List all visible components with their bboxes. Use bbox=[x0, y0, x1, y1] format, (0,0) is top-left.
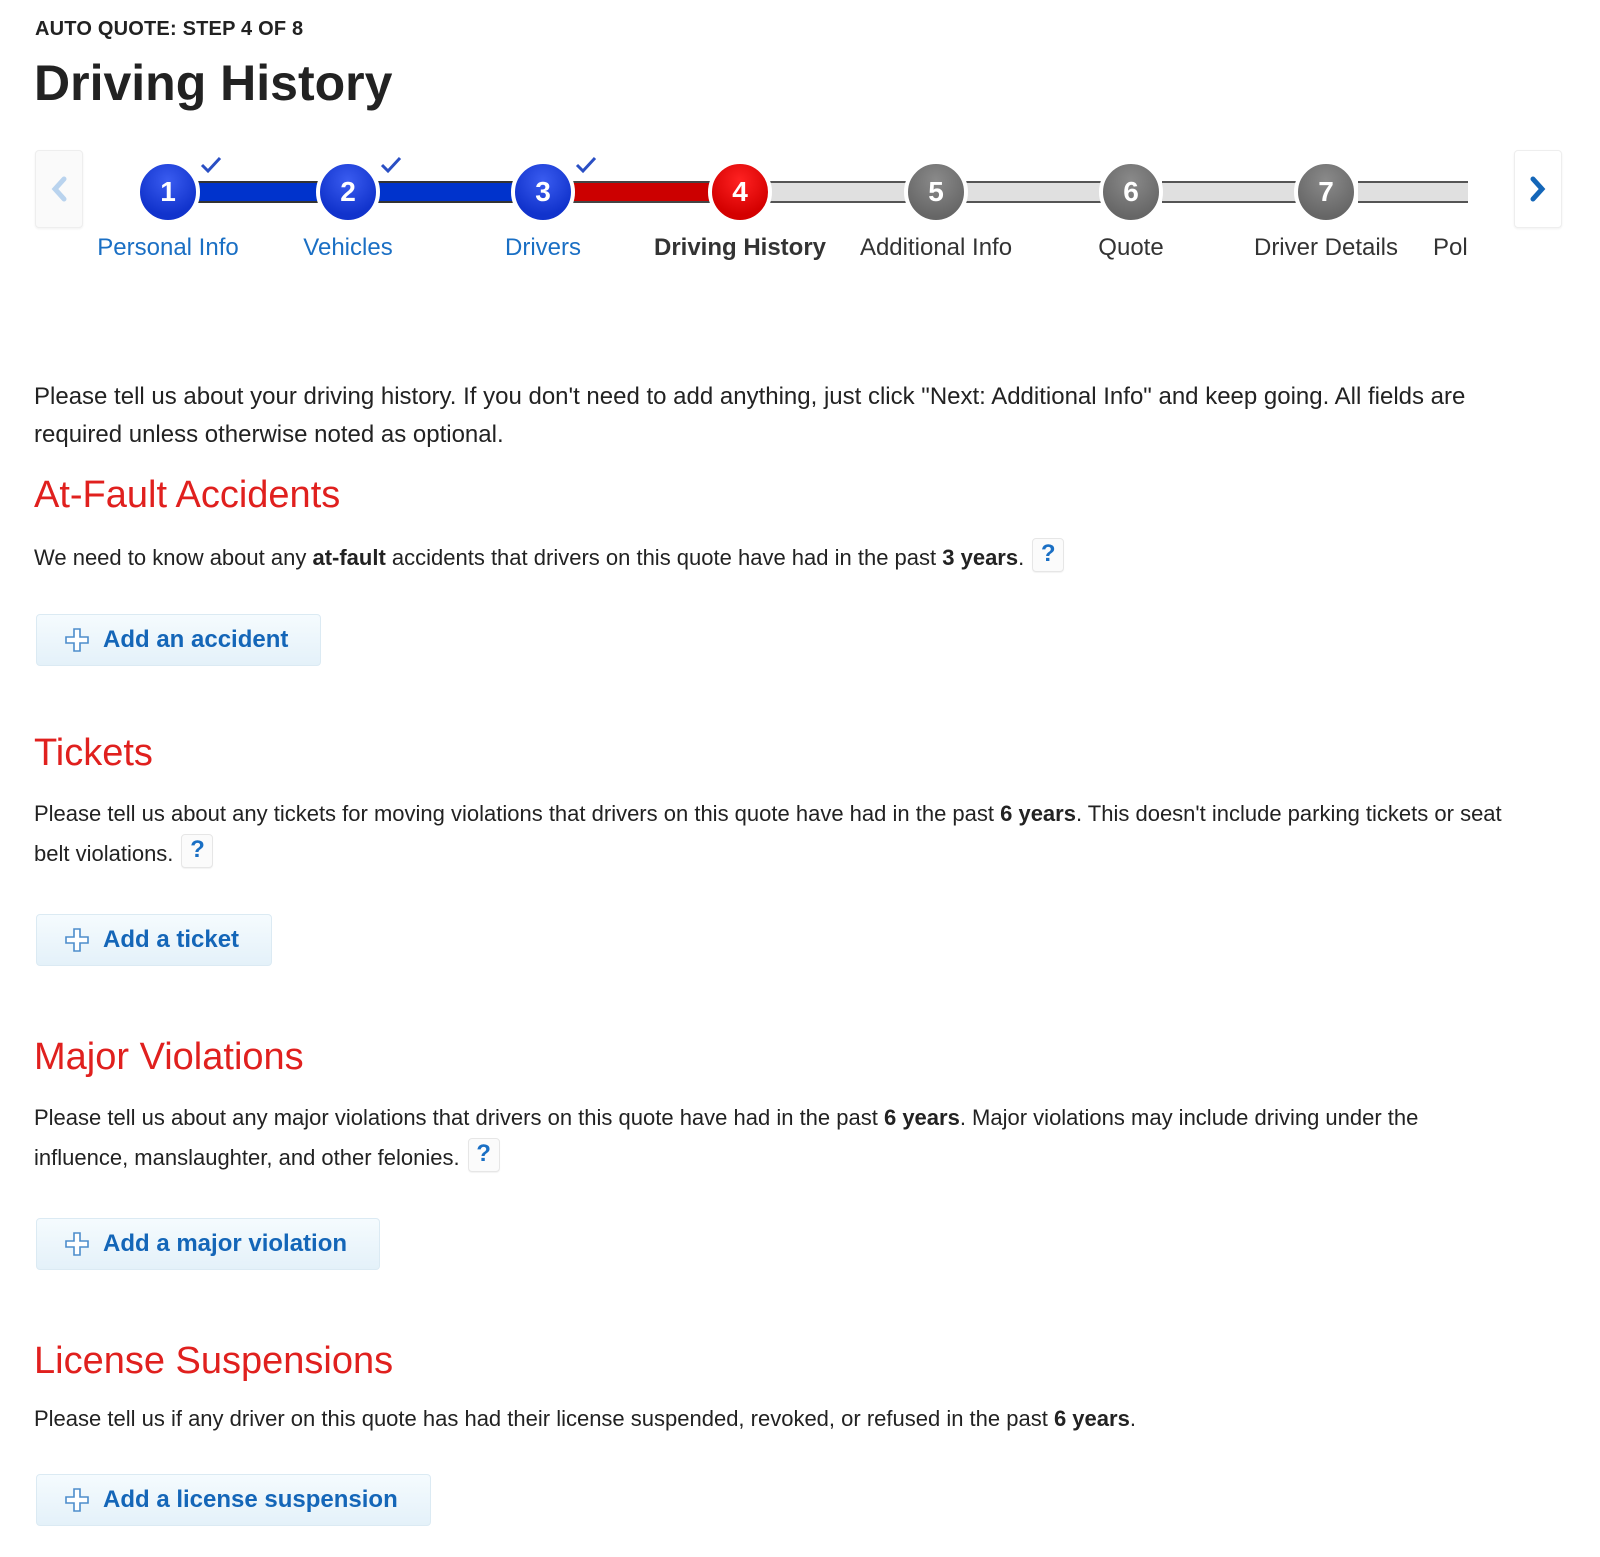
step-label-driver-details: Driver Details bbox=[1253, 234, 1399, 261]
help-icon[interactable]: ? bbox=[468, 1138, 500, 1172]
section-title-tickets: Tickets bbox=[34, 732, 153, 774]
progress-stepper bbox=[0, 148, 1600, 278]
step-link-personal-info[interactable]: Personal Info bbox=[97, 234, 239, 261]
checkmark-icon bbox=[200, 156, 222, 174]
step-6-circle bbox=[1099, 160, 1163, 224]
section-text-accidents bbox=[34, 538, 1514, 578]
step-number: 3 bbox=[535, 176, 551, 207]
track-7-8 bbox=[1358, 181, 1478, 203]
step-4-circle bbox=[708, 160, 772, 224]
chevron-right-icon bbox=[1527, 174, 1549, 204]
text: . bbox=[1129, 1406, 1136, 1431]
step-number: 7 bbox=[1318, 176, 1334, 207]
step-number: 5 bbox=[928, 176, 944, 207]
emphasis: 6 years bbox=[1000, 801, 1076, 826]
intro-text: Please tell us about your driving history. If you don't need to add anything, just click "Next: Additional Info" and keep going. All fields are required unless otherwise noted as optional. bbox=[34, 383, 1466, 448]
step-link-drivers[interactable]: Drivers bbox=[505, 234, 581, 261]
stepper-next-button[interactable] bbox=[1514, 150, 1562, 228]
section-text-major-violations bbox=[34, 1098, 1514, 1178]
text: Please tell us if any driver on this quote has had their license suspended, revoked, or refused in the past bbox=[34, 1406, 1054, 1431]
plus-icon bbox=[65, 628, 89, 652]
text: accidents that drivers on this quote have had in the past bbox=[385, 545, 943, 570]
step-1-circle[interactable] bbox=[136, 160, 200, 224]
help-icon[interactable]: ? bbox=[181, 834, 213, 868]
step-label-policy: Pol bbox=[1433, 234, 1468, 261]
plus-icon bbox=[65, 1232, 89, 1256]
add-accident-button[interactable] bbox=[36, 614, 321, 666]
checkmark-icon bbox=[575, 156, 597, 174]
step-link-vehicles[interactable]: Vehicles bbox=[303, 234, 393, 261]
button-label: Add an accident bbox=[103, 626, 289, 653]
section-text-license-suspensions bbox=[34, 1399, 1514, 1439]
step-number: 6 bbox=[1123, 176, 1139, 207]
section-title-major-violations: Major Violations bbox=[34, 1036, 304, 1078]
add-license-suspension-button[interactable] bbox=[36, 1474, 431, 1526]
button-label: Add a major violation bbox=[103, 1230, 348, 1257]
track-5-6 bbox=[966, 181, 1108, 203]
track-6-7 bbox=[1162, 181, 1304, 203]
text: . bbox=[1018, 545, 1025, 570]
button-label: Add a license suspension bbox=[103, 1486, 398, 1513]
emphasis: 6 years bbox=[883, 1105, 960, 1130]
chevron-left-icon bbox=[48, 174, 70, 204]
track-3-4 bbox=[572, 181, 714, 203]
step-label-quote: Quote bbox=[1098, 234, 1164, 261]
step-number: 2 bbox=[340, 176, 356, 207]
step-3-circle[interactable] bbox=[511, 160, 575, 224]
text: We need to know about any bbox=[34, 545, 313, 570]
page-title: Driving History bbox=[34, 55, 393, 111]
step-5-circle bbox=[904, 160, 968, 224]
emphasis: 3 years bbox=[942, 545, 1019, 570]
stepper-prev-button[interactable] bbox=[35, 150, 83, 228]
section-text-tickets bbox=[34, 794, 1514, 874]
track-4-5 bbox=[768, 181, 912, 203]
stepper-clip bbox=[1468, 148, 1514, 278]
step-7-circle bbox=[1294, 160, 1358, 224]
emphasis: at-fault bbox=[312, 545, 386, 570]
help-icon[interactable]: ? bbox=[1032, 538, 1064, 572]
step-2-circle[interactable] bbox=[316, 160, 380, 224]
step-number: 1 bbox=[160, 176, 176, 207]
section-title-license-suspensions: License Suspensions bbox=[34, 1340, 394, 1382]
step-number: 4 bbox=[732, 176, 748, 207]
plus-icon bbox=[65, 1488, 89, 1512]
track-2-3 bbox=[376, 181, 518, 203]
text: Please tell us about any major violations that drivers on this quote have had in the past bbox=[34, 1105, 884, 1130]
eyebrow-step-indicator: AUTO QUOTE: STEP 4 OF 8 bbox=[35, 18, 304, 40]
emphasis: 6 years bbox=[1053, 1406, 1130, 1431]
plus-icon bbox=[65, 928, 89, 952]
track-1-2 bbox=[196, 181, 322, 203]
button-label: Add a ticket bbox=[103, 926, 240, 953]
step-label-additional-info: Additional Info bbox=[859, 234, 1013, 261]
text: . Major violations may include driving under the influence, manslaughter, and other felonies. bbox=[34, 1105, 1419, 1170]
add-major-violation-button[interactable] bbox=[36, 1218, 380, 1270]
step-label-driving-history: Driving History bbox=[653, 234, 827, 261]
text: . This doesn't include parking tickets or seat belt violations. bbox=[34, 801, 1502, 866]
text: Please tell us about any tickets for moving violations that drivers on this quote have had in the past bbox=[34, 801, 1001, 826]
section-title-accidents: At-Fault Accidents bbox=[34, 474, 341, 516]
checkmark-icon bbox=[380, 156, 402, 174]
add-ticket-button[interactable] bbox=[36, 914, 272, 966]
